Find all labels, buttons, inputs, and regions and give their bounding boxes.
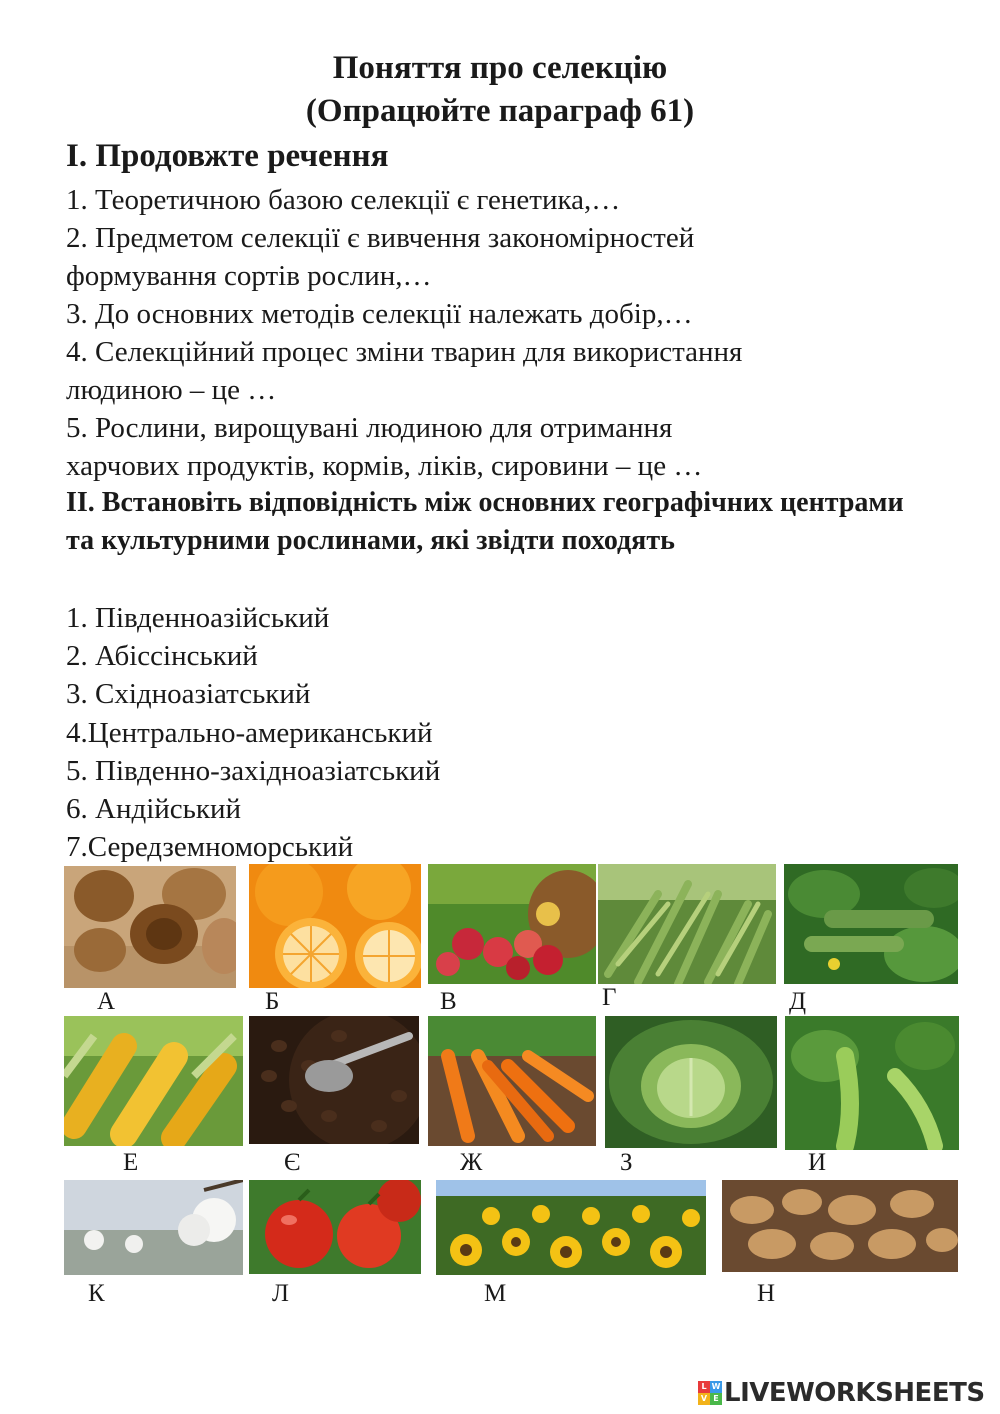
liveworksheets-logo <box>698 1376 985 1410</box>
plant-label: Є <box>284 1149 301 1176</box>
sentence-line: людиною – це … <box>66 374 277 406</box>
plant-label: Ж <box>460 1149 483 1176</box>
carrot-photo <box>428 1016 596 1146</box>
wheat-photo <box>598 864 776 984</box>
sentence-line: 2. Предметом селекції є вивчення закономірностей <box>66 222 695 254</box>
cucumber-photo <box>784 864 958 984</box>
section-2-heading: II. Встановіть відповідність між основних географічних центрами та культурними рослинами, які звідти походять <box>66 487 904 556</box>
cotton-photo <box>64 1180 243 1275</box>
center-item: 6. Андійський <box>66 793 242 825</box>
orange-photo <box>249 864 421 988</box>
plant-label: И <box>808 1149 827 1176</box>
plant-label: Е <box>123 1149 139 1176</box>
cabbage-photo <box>605 1016 777 1148</box>
logo-icon: L W V E <box>698 1381 722 1405</box>
center-item: 2. Абіссінський <box>66 640 258 672</box>
center-item: 1. Південноазійський <box>66 602 330 634</box>
center-item: 4.Центрально-американський <box>66 717 433 749</box>
plant-label: Г <box>602 984 617 1011</box>
sentence-line: 5. Рослини, вирощувані людиною для отримання <box>66 412 673 444</box>
page-subtitle: (Опрацюйте параграф 61) <box>305 93 695 129</box>
sentence-line: 3. До основних методів селекції належать добір,… <box>66 298 693 330</box>
logo-text: LIVEWORKSHEETS <box>724 1378 985 1408</box>
tomato-photo <box>249 1180 421 1274</box>
sentence-line: 1. Теоретичною базою селекції є генетика,… <box>66 184 621 216</box>
sentence-line: 4. Селекційний процес зміни тварин для використання <box>66 336 743 368</box>
section-1-heading: I. Продовжте речення <box>66 138 389 174</box>
sentence-line: харчових продуктів, кормів, ліків, сировини – це … <box>66 450 703 482</box>
coffee-beans-photo <box>249 1016 419 1144</box>
plant-label: Н <box>757 1280 776 1307</box>
pea-photo <box>785 1016 959 1150</box>
apple-basket-photo <box>428 864 596 984</box>
plant-label: Д <box>789 988 807 1015</box>
sentence-line: формування сортів рослин,… <box>66 260 432 292</box>
page-title: Поняття про селекцію <box>332 50 668 86</box>
center-item: 5. Південно-західноазіатський <box>66 755 441 787</box>
potato-photo <box>722 1180 958 1272</box>
plant-label: З <box>620 1149 633 1176</box>
plant-label: А <box>97 988 116 1015</box>
plant-label: В <box>440 988 457 1015</box>
sunflower-photo <box>436 1180 706 1275</box>
plant-label: К <box>88 1280 105 1307</box>
walnut-photo <box>64 866 236 988</box>
plant-label: М <box>484 1280 507 1307</box>
plant-label: Л <box>272 1280 289 1307</box>
center-item: 7.Середземноморський <box>66 831 354 863</box>
plant-label: Б <box>265 988 280 1015</box>
center-item: 3. Східноазіатський <box>66 678 311 710</box>
corn-photo <box>64 1016 243 1146</box>
